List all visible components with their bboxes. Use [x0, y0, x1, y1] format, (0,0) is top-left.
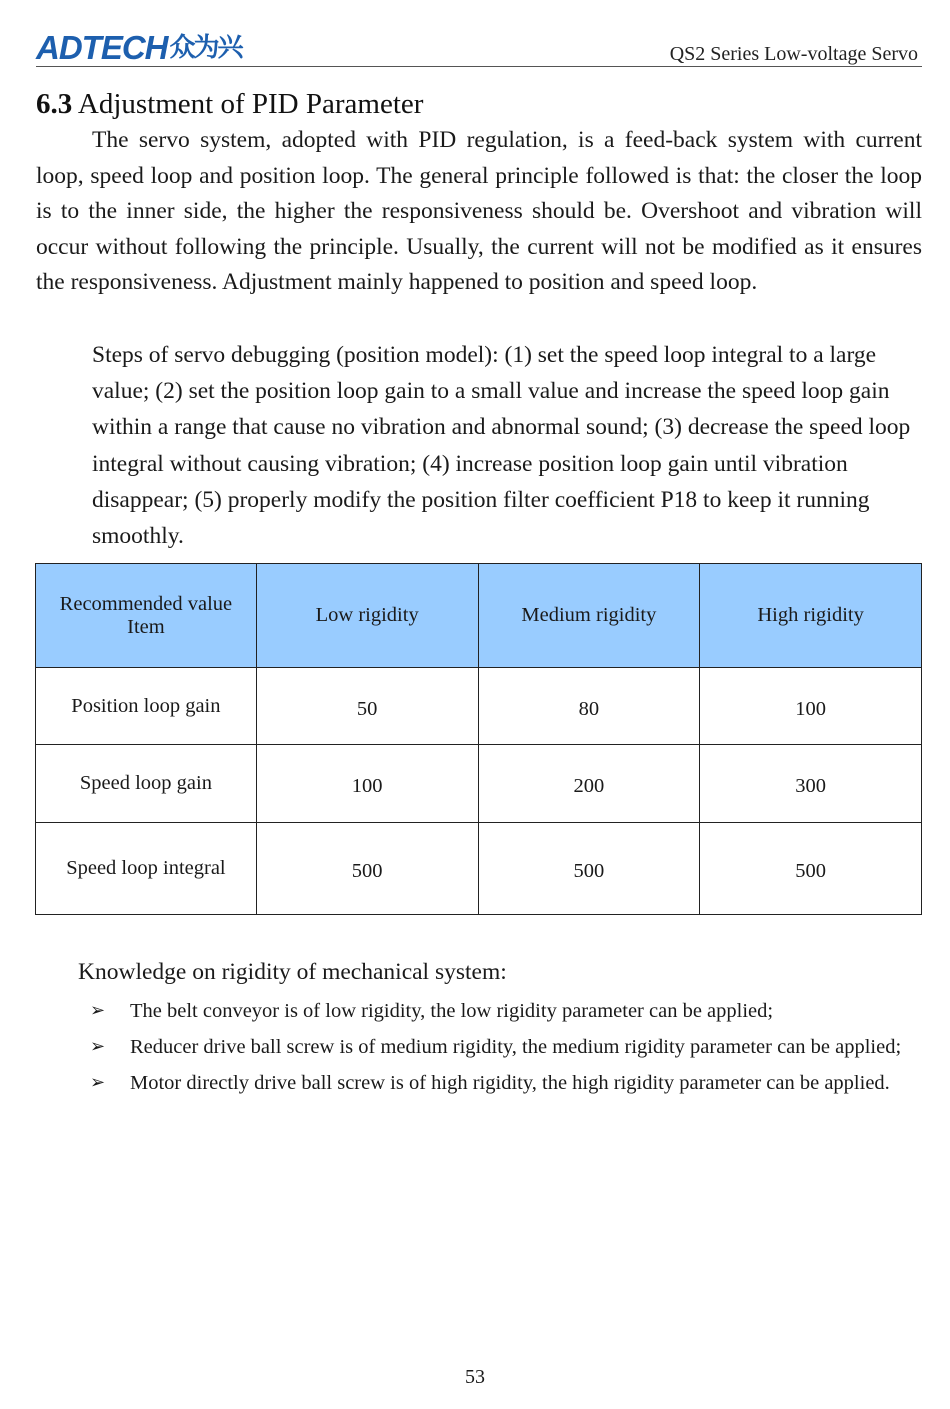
- table-header-row: [36, 564, 922, 668]
- table-cell: 100: [700, 668, 922, 745]
- corner-header-line2: Item: [127, 615, 165, 638]
- table-cell: 100: [256, 745, 478, 823]
- section-title-text: Adjustment of PID Parameter: [77, 88, 424, 120]
- list-item-text: The belt conveyor is of low rigidity, the low rigidity parameter can be applied;: [130, 1000, 774, 1022]
- table-cell: 80: [478, 668, 700, 745]
- arrow-bullet-icon: ➢: [90, 1000, 106, 1021]
- corner-header-line1: Recommended value: [59, 592, 233, 615]
- steps-paragraph: Steps of servo debugging (position model): (1) set the speed loop integral to a large value; (2) set the position loop gain to a small value and increase the speed loop gain within a range that cause no vibration and abnormal sound; (3) decrease the speed loop integral without causing vibration; (4) increase position loop gain until vibration disappear; (5) properly modify the position filter coefficient P18 to keep it running smoothly.: [92, 342, 911, 550]
- row-label: Position loop gain: [36, 668, 257, 745]
- list-item: [90, 998, 922, 1024]
- table-cell: 500: [700, 823, 922, 915]
- row-label: Speed loop integral: [36, 823, 257, 915]
- page-header: [36, 28, 922, 67]
- arrow-bullet-icon: ➢: [90, 1036, 106, 1057]
- table-cell: 300: [700, 745, 922, 823]
- document-title: QS2 Series Low-voltage Servo: [669, 43, 918, 65]
- table-corner-header: [36, 564, 257, 668]
- adtech-logo: [36, 29, 242, 66]
- logo-wordmark: ADTECH: [36, 29, 168, 66]
- column-header-medium: Medium rigidity: [478, 564, 700, 668]
- arrow-bullet-icon: ➢: [90, 1072, 106, 1093]
- column-header-low: Low rigidity: [256, 564, 478, 668]
- section-number: 6.3: [36, 88, 73, 120]
- table-row: [36, 823, 922, 915]
- logo-chinese-wordmark: 众为兴: [169, 33, 242, 63]
- intro-paragraph: The servo system, adopted with PID regulation, is a feed-back system with current loop, speed loop and position loop. The general principle followed is that: the closer the loop is to the inner side, the higher the responsiveness should be. Overshoot and vibration will occur without following the principle. Usually, the current will not be modified as it ensures the responsiveness. Adjustment mainly happened to position and speed loop.: [36, 127, 922, 296]
- table-cell: 200: [478, 745, 700, 823]
- list-item-text: Motor directly drive ball screw is of high rigidity, the high rigidity parameter can be applied.: [130, 1072, 890, 1094]
- pid-parameter-table: [35, 563, 922, 915]
- table-row: [36, 745, 922, 823]
- list-item-text: Reducer drive ball screw is of medium rigidity, the medium rigidity parameter can be applied;: [130, 1036, 902, 1058]
- rigidity-bullet-list: [90, 998, 922, 1106]
- page-number: 53: [465, 1366, 485, 1388]
- column-header-high: High rigidity: [700, 564, 922, 668]
- row-label: Speed loop gain: [36, 745, 257, 823]
- knowledge-heading: Knowledge on rigidity of mechanical system:: [78, 959, 507, 985]
- list-item: [90, 1070, 922, 1096]
- table-cell: 50: [256, 668, 478, 745]
- table-cell: 500: [478, 823, 700, 915]
- list-item: [90, 1034, 922, 1060]
- table-cell: 500: [256, 823, 478, 915]
- table-row: [36, 668, 922, 745]
- section-heading: [36, 88, 423, 121]
